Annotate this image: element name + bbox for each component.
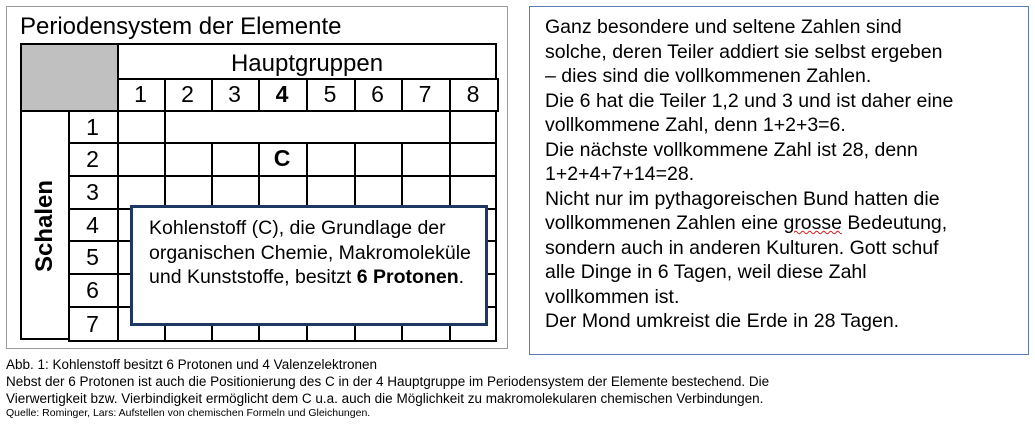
shell-number: 3 <box>86 179 99 205</box>
info-line: alle Dinge in 6 Tagen, weil diese Zahl <box>545 261 867 283</box>
schalen-label: Schalen <box>31 179 58 273</box>
element-cell <box>117 142 166 177</box>
group-number: 3 <box>228 80 241 107</box>
callout-end: . <box>458 266 465 288</box>
group-number: 2 <box>181 80 194 107</box>
info-line: Nicht nur im pythagoreischen Bund hatten die <box>545 187 940 210</box>
corner-gray-cell <box>20 43 119 112</box>
perfect-numbers-textbox <box>529 6 1029 355</box>
info-line: Die 6 hat die Teiler 1,2 und 3 und ist daher eine <box>545 89 954 112</box>
element-cell-empty-span <box>164 110 451 144</box>
shell-number: 6 <box>86 277 99 303</box>
shell-number: 1 <box>86 113 99 140</box>
element-cell <box>449 110 497 144</box>
info-line: Die nächste vollkommene Zahl ist 28, denn <box>545 138 918 161</box>
shell-number: 7 <box>86 310 99 337</box>
element-cell <box>164 142 213 177</box>
caption-line: Nebst der 6 Protonen ist auch die Positionierung des C in der 4 Hauptgruppe im Periodensystem der Elemente bestechend. Die <box>6 374 770 389</box>
group-number: 4 <box>275 80 289 107</box>
element-cell <box>401 142 451 177</box>
element-cell <box>354 142 403 177</box>
info-line: Ganz besondere und seltene Zahlen sind <box>545 16 902 38</box>
shell-number: 5 <box>86 244 99 270</box>
element-cell <box>449 142 497 177</box>
figure-caption <box>6 356 1026 419</box>
info-text: vollkommenen Zahlen eine <box>545 212 784 234</box>
figure-title: Periodensystem der Elemente <box>20 13 342 40</box>
shell-number: 4 <box>86 211 99 238</box>
caption-line: Vierwertigkeit bzw. Vierbindigkeit ermöglicht dem C u.a. auch die Möglichkeit zu makromolekularen chemischen Verbindungen. <box>6 391 764 406</box>
hauptgruppen-header: Hauptgruppen <box>230 50 384 77</box>
info-text: Bedeutung, <box>842 212 948 234</box>
element-cell <box>211 142 260 177</box>
info-line: vollkommen ist. <box>545 285 680 308</box>
carbon-symbol: C <box>273 145 291 171</box>
caption-source: Quelle: Rominger, Lars: Aufstellen von chemischen Formeln und Gleichungen. <box>6 407 371 419</box>
element-cell <box>117 110 166 144</box>
callout-bold-protons: 6 Protonen <box>356 266 459 288</box>
info-line: vollkommene Zahl, denn 1+2+3=6. <box>545 114 846 136</box>
caption-line: Abb. 1: Kohlenstoff besitzt 6 Protonen und 4 Valenzelektronen <box>6 357 378 372</box>
info-line: Der Mond umkreist die Erde in 28 Tagen. <box>545 310 900 332</box>
carbon-callout-box <box>130 205 488 326</box>
group-number: 5 <box>323 80 337 107</box>
group-number: 8 <box>466 80 480 107</box>
info-line: solche, deren Teiler addiert sie selbst ergeben <box>545 40 943 63</box>
info-line <box>545 211 1018 236</box>
info-line: sondern auch in anderen Kulturen. Gott schuf <box>545 236 939 259</box>
group-number: 1 <box>134 80 147 107</box>
callout-text: Kohlenstoff (C), die Grundlage der organischen Chemie, Makromoleküle und Kunststoffe, besitzt <box>149 217 471 288</box>
group-number: 7 <box>418 80 432 107</box>
element-cell <box>306 142 356 177</box>
info-line: 1+2+4+7+14=28. <box>545 163 695 185</box>
shell-number: 2 <box>86 146 99 172</box>
group-number: 6 <box>371 80 384 107</box>
info-line: – dies sind die vollkommenen Zahlen. <box>545 65 872 87</box>
schalen-label-cell <box>23 112 67 340</box>
spellcheck-marked-word: grosse <box>783 212 842 234</box>
